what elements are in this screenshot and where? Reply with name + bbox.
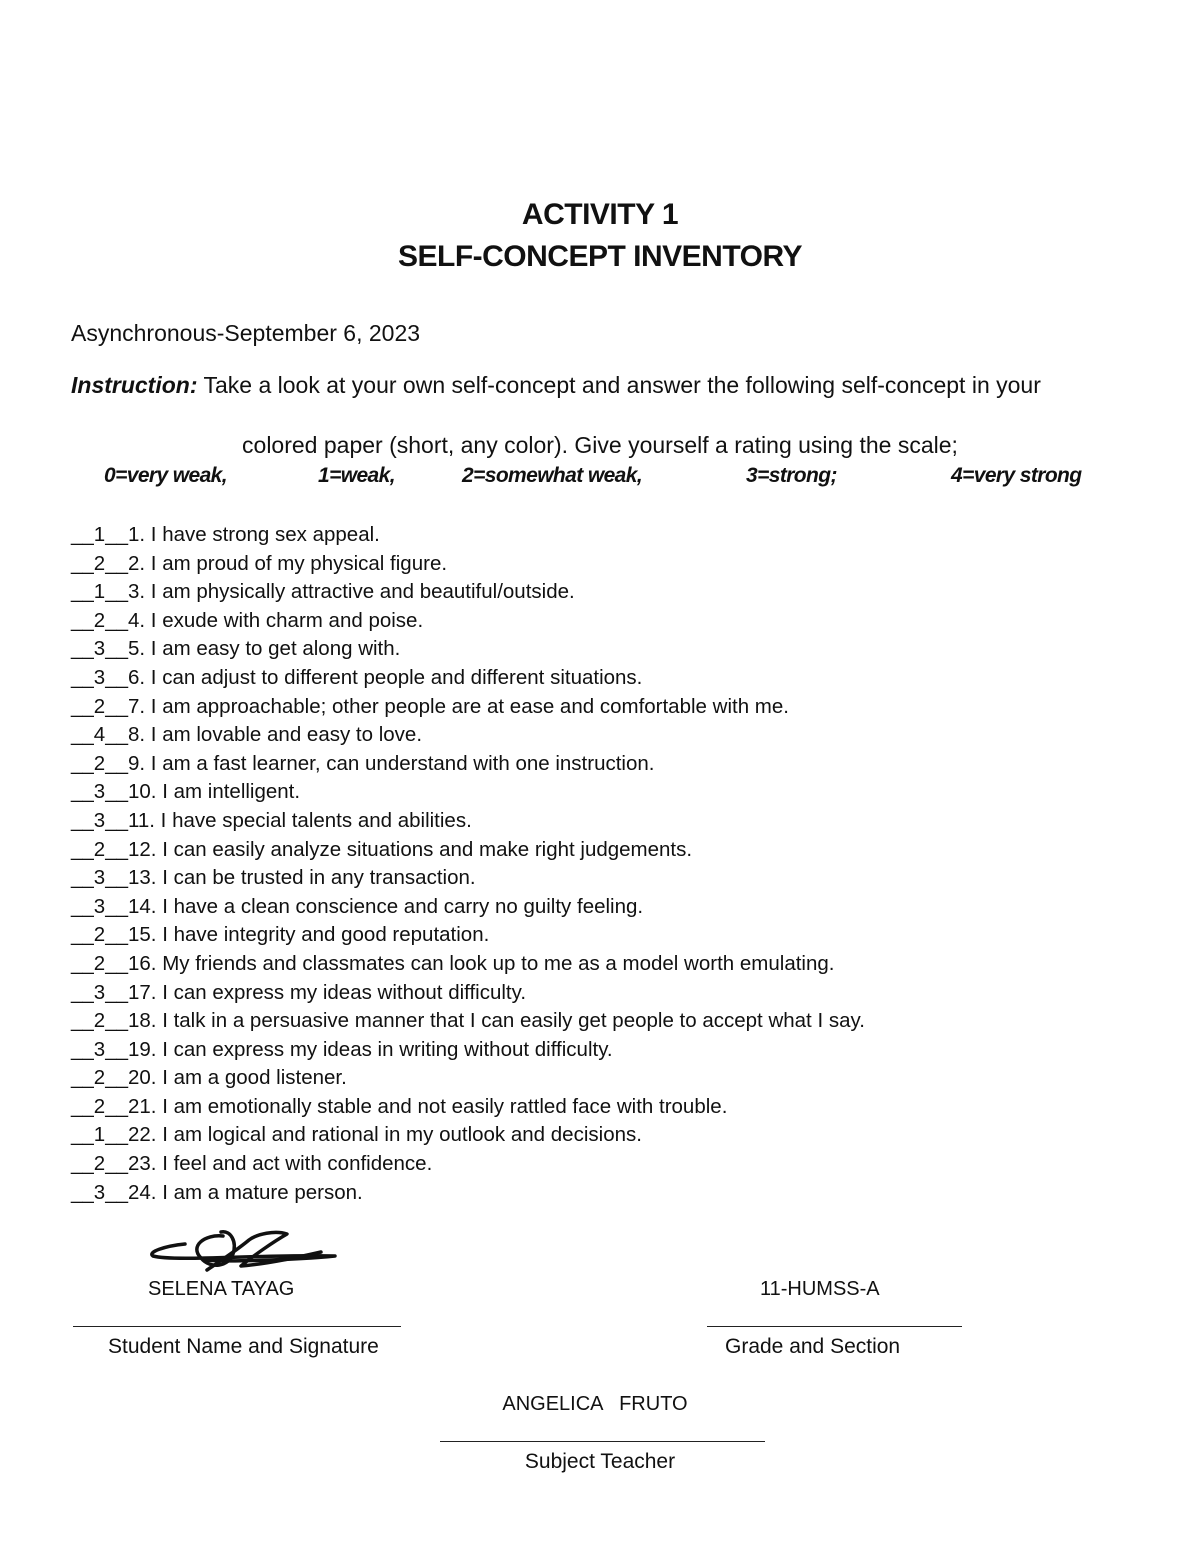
inventory-item: __2__4. I exude with charm and poise. — [71, 608, 424, 632]
activity-title: ACTIVITY 1 — [521, 198, 679, 231]
grade-section-value: 11-HUMSS-A — [760, 1278, 880, 1300]
inventory-item: __4__8. I am lovable and easy to love. — [71, 723, 423, 747]
scale-2-somewhat-weak: 2=somewhat weak, — [462, 464, 643, 487]
student-signature — [145, 1226, 340, 1276]
inventory-title: SELF-CONCEPT INVENTORY — [397, 240, 803, 273]
inventory-item: __3__13. I can be trusted in any transaction. — [71, 866, 476, 890]
inventory-item: __3__14. I have a clean conscience and carry no guilty feeling. — [71, 894, 644, 918]
student-name-caption: Student Name and Signature — [108, 1335, 379, 1358]
inventory-item: __2__2. I am proud of my physical figure. — [71, 551, 448, 575]
teacher-name: ANGELICA FRUTO — [502, 1393, 688, 1415]
scale-1-weak: 1=weak, — [318, 464, 395, 487]
inventory-item: __2__7. I am approachable; other people are at ease and comfortable with me. — [71, 694, 789, 718]
inventory-item: __3__19. I can express my ideas in writing without difficulty. — [71, 1037, 613, 1061]
inventory-item: __1__1. I have strong sex appeal. — [71, 523, 380, 546]
instruction-text-line2: colored paper (short, any color). Give yourself a rating using the scale; — [242, 432, 958, 458]
inventory-item: __3__17. I can express my ideas without difficulty. — [71, 980, 527, 1004]
inventory-item: __2__21. I am emotionally stable and not easily rattled face with trouble. — [71, 1094, 728, 1118]
instruction-text: Take a look at your own self-concept and answer the following self-concept in your — [197, 372, 1041, 398]
scale-3-strong: 3=strong; — [746, 464, 837, 487]
grade-section-line — [707, 1326, 962, 1327]
inventory-item: __1__22. I am logical and rational in my outlook and decisions. — [71, 1123, 642, 1147]
inventory-item: __2__12. I can easily analyze situations and make right judgements. — [71, 837, 693, 861]
inventory-item: __2__9. I am a fast learner, can understand with one instruction. — [71, 751, 655, 775]
instruction-paragraph — [71, 370, 1131, 401]
instruction-label: Instruction: — [71, 372, 198, 398]
inventory-item-list — [71, 521, 1151, 1207]
inventory-item: __2__23. I feel and act with confidence. — [71, 1152, 433, 1176]
inventory-item: __1__3. I am physically attractive and beautiful/outside. — [71, 580, 575, 604]
inventory-item: __3__10. I am intelligent. — [71, 780, 301, 804]
student-name: SELENA TAYAG — [148, 1278, 295, 1300]
scale-4-very-strong: 4=very strong — [951, 464, 1082, 487]
inventory-item: __2__18. I talk in a persuasive manner that I can easily get people to accept what I say. — [71, 1009, 865, 1033]
inventory-item: __2__20. I am a good listener. — [71, 1066, 347, 1090]
student-signature-line — [73, 1326, 401, 1327]
inventory-item: __3__5. I am easy to get along with. — [71, 637, 401, 661]
teacher-caption: Subject Teacher — [524, 1450, 676, 1473]
inventory-item: __3__24. I am a mature person. — [71, 1180, 363, 1204]
date-line: Asynchronous-September 6, 2023 — [71, 320, 421, 346]
grade-section-caption: Grade and Section — [725, 1335, 901, 1358]
inventory-item: __3__11. I have special talents and abilities. — [71, 808, 472, 832]
inventory-item: __2__15. I have integrity and good reputation. — [71, 923, 490, 947]
scale-0-very-weak: 0=very weak, — [104, 464, 227, 487]
inventory-item: __2__16. My friends and classmates can look up to me as a model worth emulating. — [71, 951, 835, 975]
teacher-signature-line — [440, 1441, 765, 1442]
inventory-item: __3__6. I can adjust to different people and different situations. — [71, 665, 643, 689]
